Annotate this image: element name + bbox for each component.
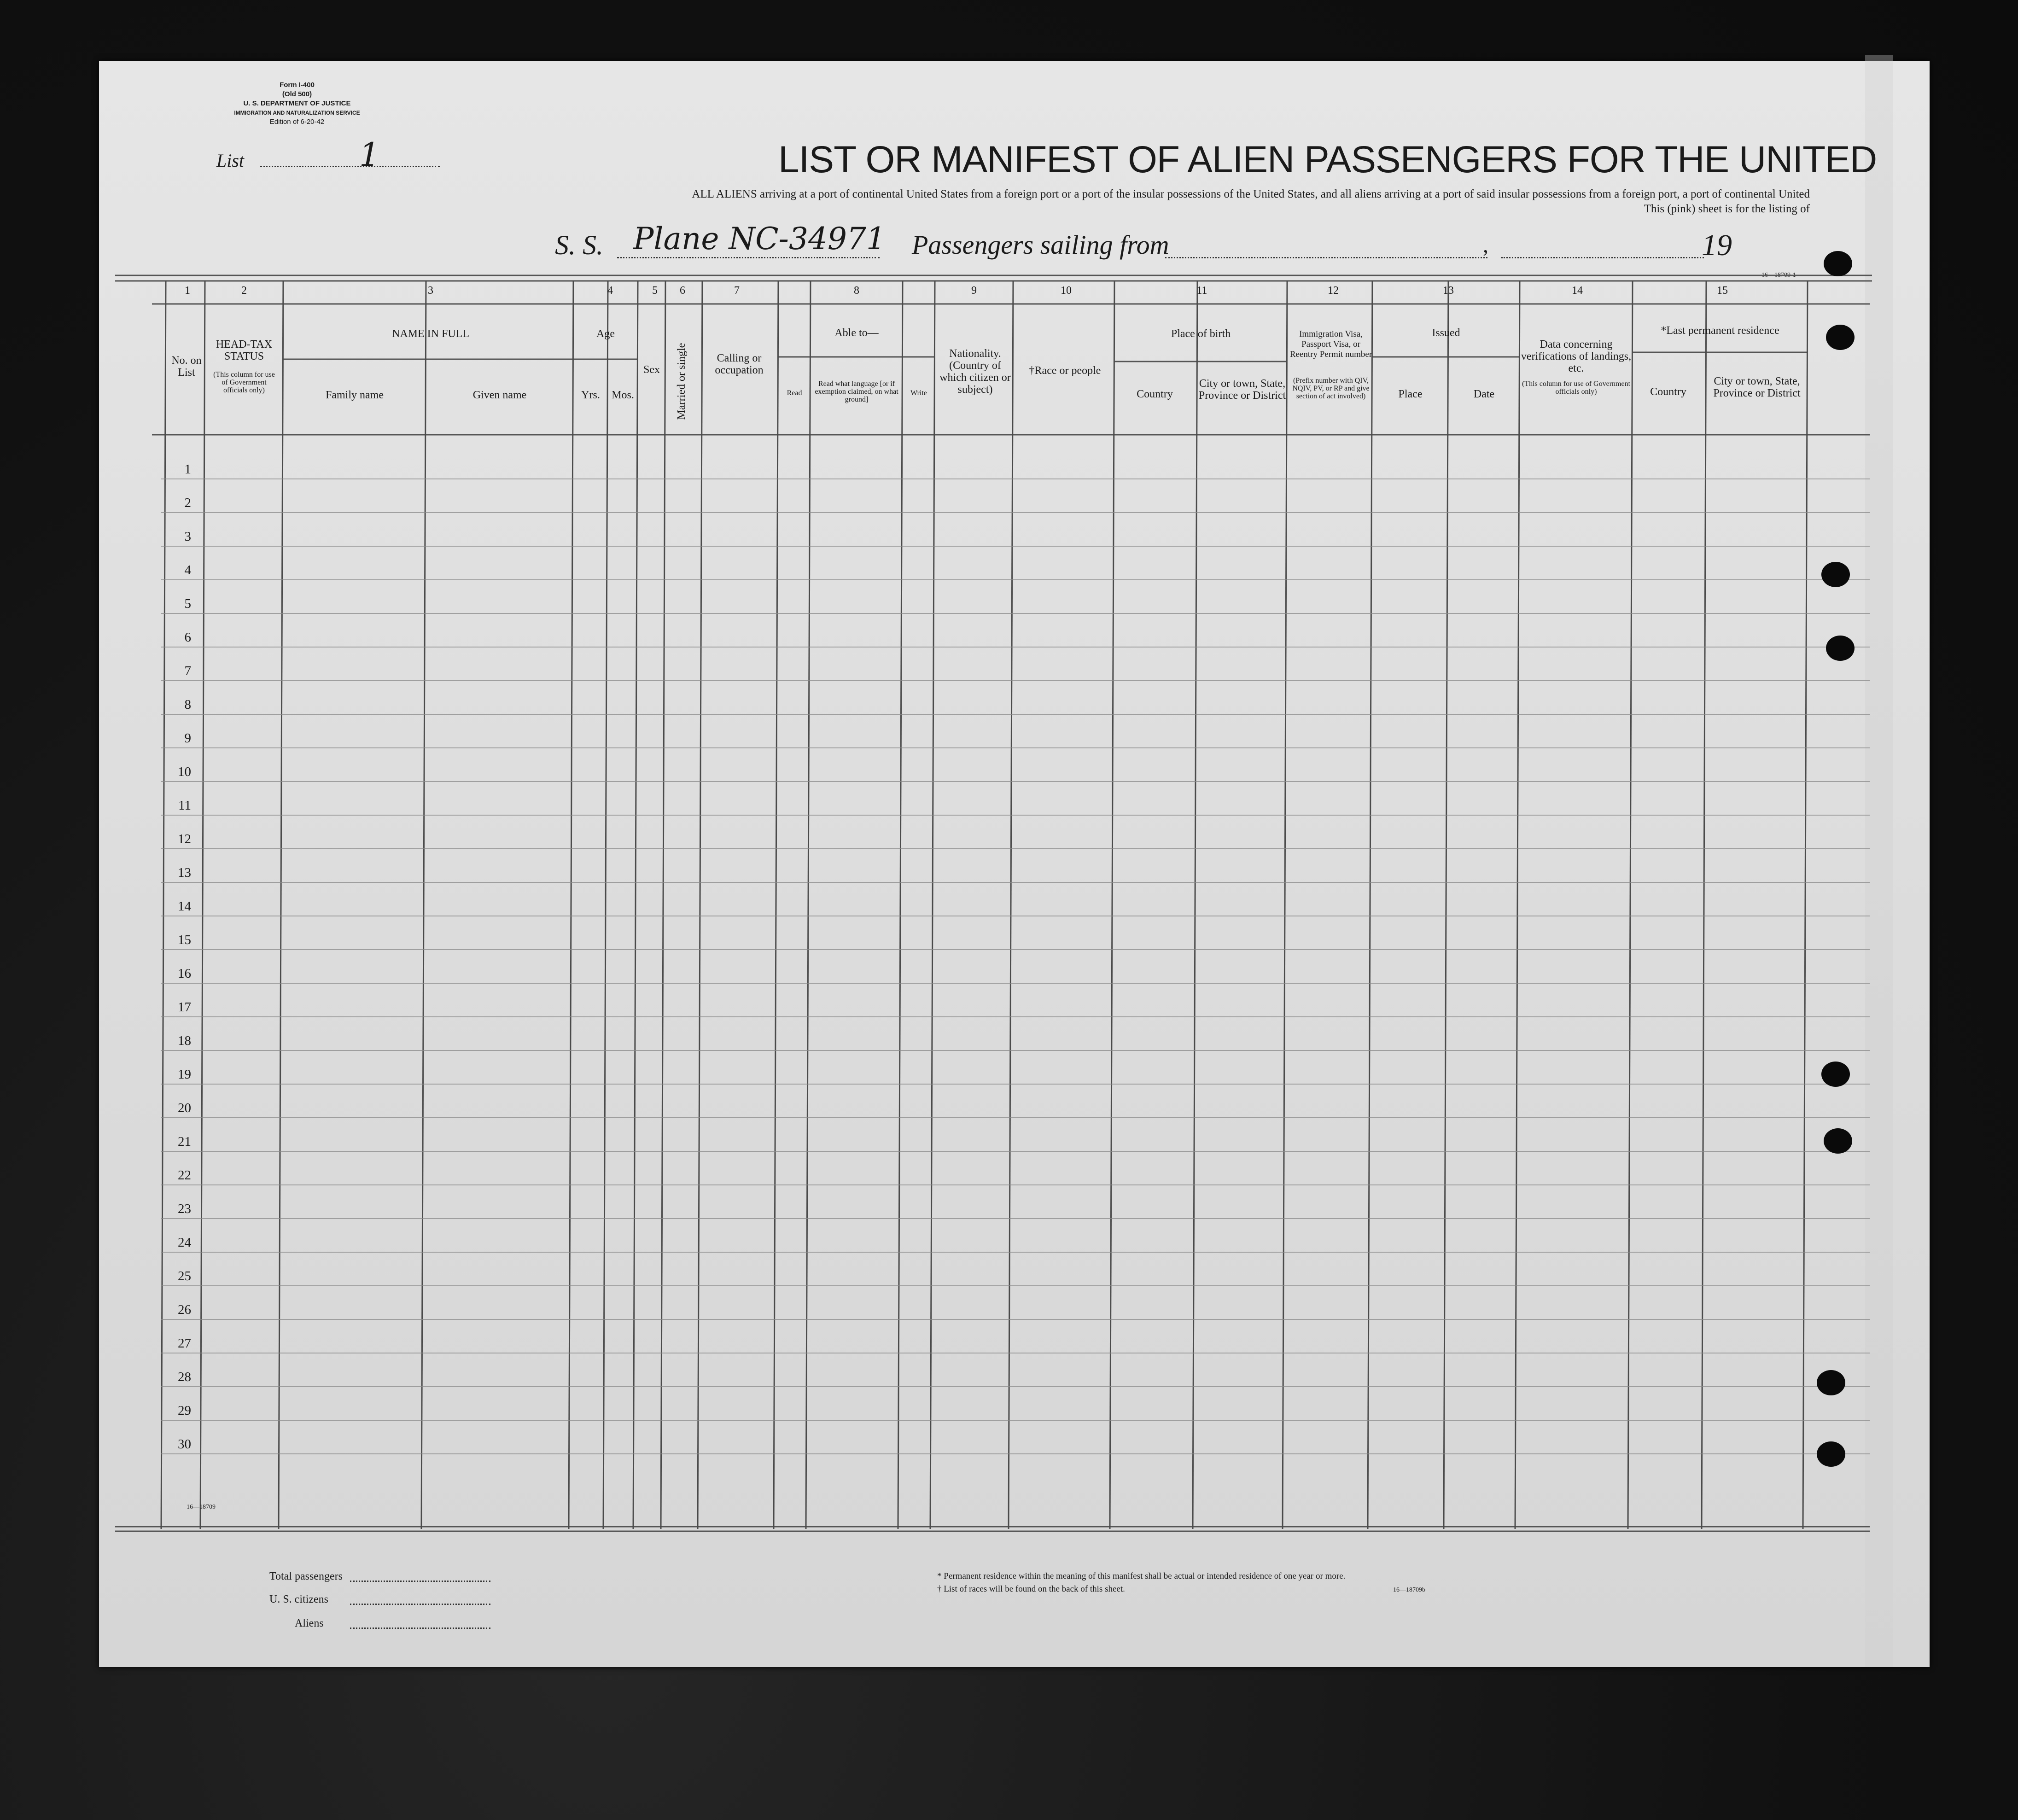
column-rule [661, 281, 665, 1529]
col-num-9: 9 [971, 285, 977, 297]
punch-hole [1824, 1128, 1852, 1154]
row-number: 15 [178, 933, 191, 947]
row-number: 6 [184, 630, 191, 645]
row-number: 20 [178, 1101, 191, 1115]
intro-text-line2: This (pink) sheet is for the listing of [1644, 203, 1810, 215]
col-head-age-yrs: Yrs. [581, 389, 600, 401]
col-head-visa: Immigration Visa, Passport Visa, or Reentry Permit number [1289, 329, 1372, 359]
form-code-bottom: 16—18709 [187, 1504, 216, 1511]
row-number: 18 [178, 1033, 191, 1048]
col-num-5: 5 [652, 285, 658, 297]
col-head-given-name: Given name [472, 389, 527, 401]
us-citizens-label: U. S. citizens [269, 1593, 328, 1605]
comma-separator: , [1483, 233, 1488, 257]
punch-hole [1817, 1441, 1845, 1467]
col-head-place-of-birth: Place of birth [1171, 328, 1231, 340]
column-rule [930, 281, 935, 1529]
col-head-write: Write [910, 389, 927, 397]
punch-hole [1826, 636, 1855, 661]
intro-text-line1: ALL ALIENS arriving at a port of continental United States from a foreign port or a port of the insular possessions of the United States, and all aliens arriving at a port of said insular possessions from a foreign port, a port of continental United [692, 188, 1810, 200]
col-head-visa-note: (Prefix number with QIV, NQIV, PV, or RP and give section of act involved) [1292, 377, 1370, 400]
col-head-read: Read [787, 389, 802, 397]
row-number: 19 [178, 1067, 191, 1082]
row-number: 30 [178, 1437, 191, 1452]
col-head-no-on-list: No. on List [171, 355, 202, 379]
form-edition: Edition of 6-20-42 [269, 118, 325, 126]
page-title: LIST OR MANIFEST OF ALIEN PASSENGERS FOR THE UNITED [778, 139, 1877, 181]
col-num-15: 15 [1717, 285, 1728, 297]
col-head-age-mos: Mos. [612, 389, 634, 401]
department-name: U. S. DEPARTMENT OF JUSTICE [243, 99, 351, 107]
column-rule [421, 281, 426, 1529]
us-citizens-field[interactable] [350, 1604, 490, 1605]
row-number: 11 [178, 798, 191, 813]
col-head-verifications-note: (This column for use of Government officials only) [1522, 380, 1631, 396]
punch-hole [1824, 251, 1852, 276]
col-num-10: 10 [1061, 285, 1072, 297]
total-passengers-field[interactable] [350, 1581, 490, 1582]
form-old-number: (Old 500) [282, 90, 312, 98]
punch-hole [1817, 1370, 1845, 1395]
row-number: 21 [178, 1134, 191, 1149]
row-number: 13 [178, 865, 191, 880]
column-rule [1803, 281, 1808, 1529]
row-number: 4 [184, 563, 191, 578]
row-number: 8 [184, 697, 191, 712]
year-label: 19 [1702, 228, 1732, 262]
sailing-from-label: Passengers sailing from [912, 230, 1169, 260]
column-rule [1444, 281, 1448, 1529]
col-num-7: 7 [734, 285, 740, 297]
col-head-married-single: Married or single [676, 343, 688, 420]
col-head-last-residence: *Last permanent residence [1661, 325, 1779, 337]
col-num-12: 12 [1328, 285, 1339, 297]
col-head-residence-country: Country [1650, 386, 1686, 398]
column-rule [279, 281, 283, 1529]
col-num-4: 4 [607, 285, 613, 297]
column-rule [1009, 281, 1013, 1529]
column-rule [1368, 281, 1372, 1529]
row-number: 22 [178, 1168, 191, 1183]
col-num-6: 6 [680, 285, 685, 297]
footnote-residence: * Permanent residence within the meaning of this manifest shall be actual or intended residence of one year or more. [937, 1571, 1346, 1581]
list-number-value: 1 [359, 136, 380, 174]
column-rule [569, 281, 573, 1529]
column-rule [1515, 281, 1520, 1529]
row-number: 7 [184, 664, 191, 678]
punch-hole [1826, 325, 1855, 350]
column-rule [1628, 281, 1633, 1529]
row-number: 23 [178, 1202, 191, 1216]
col-head-calling: Calling or occupation [715, 352, 764, 376]
col-num-14: 14 [1572, 285, 1583, 297]
row-number: 12 [178, 832, 191, 846]
row-number: 25 [178, 1269, 191, 1283]
col-num-11: 11 [1196, 285, 1207, 297]
column-rule [774, 281, 778, 1529]
punch-hole [1821, 1062, 1850, 1087]
column-rule [1702, 281, 1706, 1529]
column-rule [806, 281, 811, 1529]
row-number: 3 [184, 529, 191, 544]
row-number: 28 [178, 1370, 191, 1384]
col-head-nationality: Nationality. (Country of which citizen or subject) [939, 348, 1011, 396]
col-head-issued: Issued [1432, 327, 1460, 339]
col-head-issued-date: Date [1473, 388, 1495, 400]
service-name: IMMIGRATION AND NATURALIZATION SERVICE [234, 110, 360, 116]
column-rule [1193, 281, 1197, 1529]
col-num-3: 3 [428, 285, 433, 297]
column-rule [898, 281, 903, 1529]
col-num-13: 13 [1443, 285, 1454, 297]
col-head-residence-city: City or town, State, Province or District [1713, 375, 1801, 399]
col-head-able-to: Able to— [834, 327, 879, 339]
form-code-top: 16—18709-1 [1761, 272, 1796, 279]
ship-label: S. S. [555, 230, 603, 260]
col-head-birth-city: City or town, State, Province or District [1198, 378, 1286, 402]
col-num-8: 8 [854, 285, 859, 297]
footnote-code: 16—18709b [1393, 1587, 1425, 1593]
row-number: 5 [184, 596, 191, 611]
row-number: 24 [178, 1235, 191, 1250]
list-label: List [216, 150, 245, 171]
row-number: 26 [178, 1302, 191, 1317]
col-head-verifications: Data concerning verifications of landings, etc. [1521, 338, 1632, 374]
col-head-head-tax-note: (This column for use of Government officials only) [213, 371, 275, 394]
col-head-sex: Sex [643, 364, 660, 376]
column-rule [603, 281, 608, 1529]
row-number: 27 [178, 1336, 191, 1351]
column-rule [698, 281, 702, 1529]
column-rule [633, 281, 638, 1529]
row-number: 10 [178, 764, 191, 779]
aliens-label: Aliens [295, 1617, 324, 1629]
row-number: 29 [178, 1403, 191, 1418]
col-head-name-in-full: NAME IN FULL [392, 328, 469, 340]
col-num-2: 2 [241, 285, 247, 297]
row-number: 9 [184, 731, 191, 746]
col-head-race: †Race or people [1029, 365, 1101, 377]
form-number: Form I-400 [280, 81, 315, 89]
col-head-age: Age [596, 328, 615, 340]
row-number: 2 [184, 496, 191, 510]
col-head-issued-place: Place [1398, 388, 1423, 400]
row-number: 14 [178, 899, 191, 914]
column-rule [200, 281, 205, 1529]
col-head-head-tax: HEAD-TAX STATUS [216, 338, 273, 362]
row-number: 1 [184, 462, 191, 477]
row-number: 17 [178, 1000, 191, 1015]
col-head-family-name: Family name [326, 389, 384, 401]
row-number: 16 [178, 966, 191, 981]
column-rule [1283, 281, 1287, 1529]
column-rule [1110, 281, 1114, 1529]
punch-hole [1821, 562, 1850, 587]
col-head-read-language: Read what language [or if exemption claimed, on what ground] [815, 380, 898, 403]
aliens-field[interactable] [350, 1628, 490, 1629]
col-num-1: 1 [185, 285, 190, 297]
footnote-races: † List of races will be found on the back of this sheet. [937, 1584, 1125, 1594]
col-head-birth-country: Country [1137, 388, 1173, 400]
total-passengers-label: Total passengers [269, 1570, 343, 1582]
ship-name-value: Plane NC-34971 [633, 221, 886, 257]
